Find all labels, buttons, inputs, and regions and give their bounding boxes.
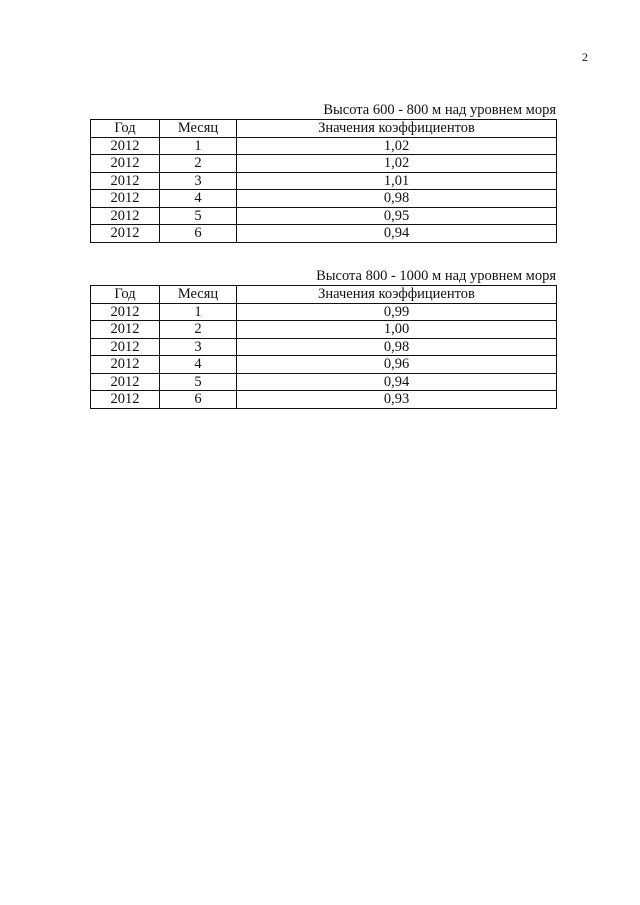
table-row [91, 373, 557, 391]
table-row [91, 207, 557, 225]
cell-coefficient: 0,99 [237, 303, 557, 321]
header-month: Месяц [160, 286, 237, 304]
cell-year: 2012 [91, 172, 160, 190]
cell-year: 2012 [91, 137, 160, 155]
table-row [91, 356, 557, 374]
table-row [91, 155, 557, 173]
cell-year: 2012 [91, 373, 160, 391]
cell-coefficient: 1,02 [237, 155, 557, 173]
cell-coefficient: 0,98 [237, 338, 557, 356]
cell-year: 2012 [91, 391, 160, 409]
table-row [91, 172, 557, 190]
header-year: Год [91, 286, 160, 304]
cell-year: 2012 [91, 338, 160, 356]
table-row [91, 338, 557, 356]
cell-month: 1 [160, 137, 237, 155]
coefficients-table-600-800 [90, 119, 557, 243]
cell-year: 2012 [91, 356, 160, 374]
cell-year: 2012 [91, 321, 160, 339]
table-header-row [91, 286, 557, 304]
cell-year: 2012 [91, 303, 160, 321]
cell-coefficient: 1,02 [237, 137, 557, 155]
cell-year: 2012 [91, 225, 160, 243]
table-row [91, 303, 557, 321]
table-row [91, 321, 557, 339]
cell-month: 5 [160, 373, 237, 391]
cell-year: 2012 [91, 190, 160, 208]
page-number: 2 [582, 50, 588, 64]
cell-month: 2 [160, 321, 237, 339]
cell-month: 2 [160, 155, 237, 173]
cell-month: 1 [160, 303, 237, 321]
coefficients-table-800-1000 [90, 285, 557, 409]
cell-coefficient: 0,94 [237, 225, 557, 243]
cell-coefficient: 0,93 [237, 391, 557, 409]
cell-coefficient: 1,01 [237, 172, 557, 190]
header-coefficient-values: Значения коэффициентов [237, 120, 557, 138]
table-row [91, 137, 557, 155]
table-header-row [91, 120, 557, 138]
header-month: Месяц [160, 120, 237, 138]
header-year: Год [91, 120, 160, 138]
cell-month: 4 [160, 190, 237, 208]
table-caption-altitude-600-800: Высота 600 - 800 м над уровнем моря [323, 102, 556, 118]
cell-month: 3 [160, 338, 237, 356]
header-coefficient-values: Значения коэффициентов [237, 286, 557, 304]
table-row [91, 225, 557, 243]
cell-coefficient: 0,95 [237, 207, 557, 225]
cell-coefficient: 0,96 [237, 356, 557, 374]
cell-month: 4 [160, 356, 237, 374]
cell-year: 2012 [91, 155, 160, 173]
cell-coefficient: 1,00 [237, 321, 557, 339]
cell-month: 3 [160, 172, 237, 190]
table-row [91, 190, 557, 208]
cell-month: 6 [160, 391, 237, 409]
cell-year: 2012 [91, 207, 160, 225]
table-caption-altitude-800-1000: Высота 800 - 1000 м над уровнем моря [316, 268, 556, 284]
cell-coefficient: 0,94 [237, 373, 557, 391]
cell-month: 6 [160, 225, 237, 243]
cell-coefficient: 0,98 [237, 190, 557, 208]
table-row [91, 391, 557, 409]
cell-month: 5 [160, 207, 237, 225]
